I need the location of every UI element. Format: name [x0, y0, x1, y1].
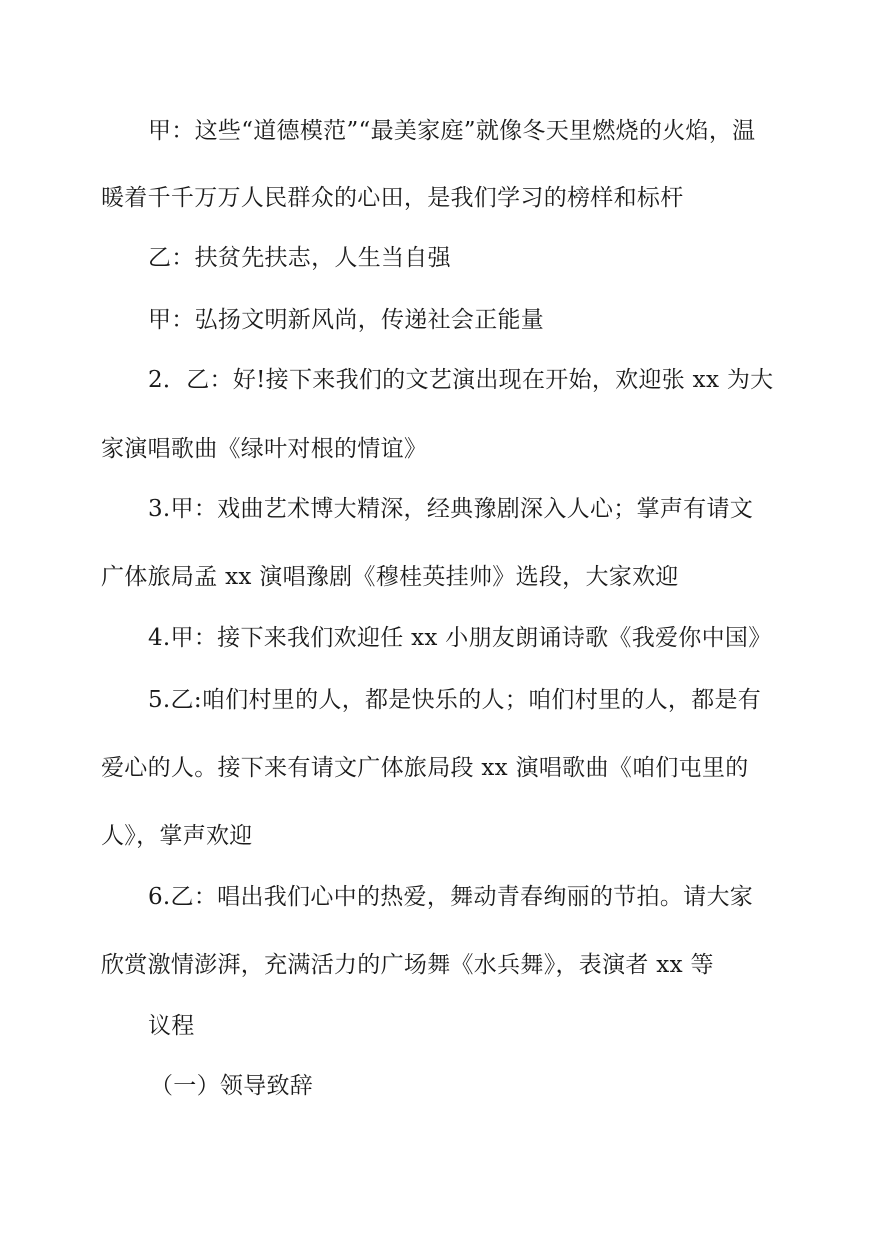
paragraph-line-9: 4.甲：接下来我们欢迎任 xx 小朋友朗诵诗歌《我爱你中国》 [148, 625, 772, 651]
paragraph-line-2: 暖着千千万万人民群众的心田，是我们学习的榜样和标杆 [101, 185, 684, 211]
paragraph-line-14: 欣赏激情澎湃，充满活力的广场舞《水兵舞》，表演者 xx 等 [101, 952, 714, 978]
paragraph-line-10: 5.乙:咱们村里的人，都是快乐的人；咱们村里的人，都是有 [148, 687, 762, 713]
paragraph-line-5: 2．乙：好!接下来我们的文艺演出现在开始，欢迎张 xx 为大 [148, 367, 774, 393]
paragraph-line-11: 爱心的人。接下来有请文广体旅局段 xx 演唱歌曲《咱们屯里的 [101, 755, 749, 781]
paragraph-line-4: 甲：弘扬文明新风尚，传递社会正能量 [148, 307, 545, 333]
agenda-item-1: （一）领导致辞 [150, 1073, 314, 1099]
paragraph-line-13: 6.乙：唱出我们心中的热爱，舞动青春绚丽的节拍。请大家 [148, 884, 754, 910]
paragraph-line-1: 甲：这些“道德模范”“最美家庭”就像冬天里燃烧的火焰，温 [148, 118, 756, 144]
paragraph-line-8: 广体旅局孟 xx 演唱豫剧《穆桂英挂帅》选段，大家欢迎 [101, 564, 679, 590]
paragraph-line-6: 家演唱歌曲《绿叶对根的情谊》 [101, 436, 428, 462]
paragraph-line-12: 人》，掌声欢迎 [101, 823, 253, 849]
paragraph-line-3: 乙：扶贫先扶志，人生当自强 [148, 245, 451, 271]
paragraph-line-7: 3.甲：戏曲艺术博大精深，经典豫剧深入人心；掌声有请文 [148, 496, 754, 522]
agenda-heading: 议程 [148, 1013, 195, 1039]
